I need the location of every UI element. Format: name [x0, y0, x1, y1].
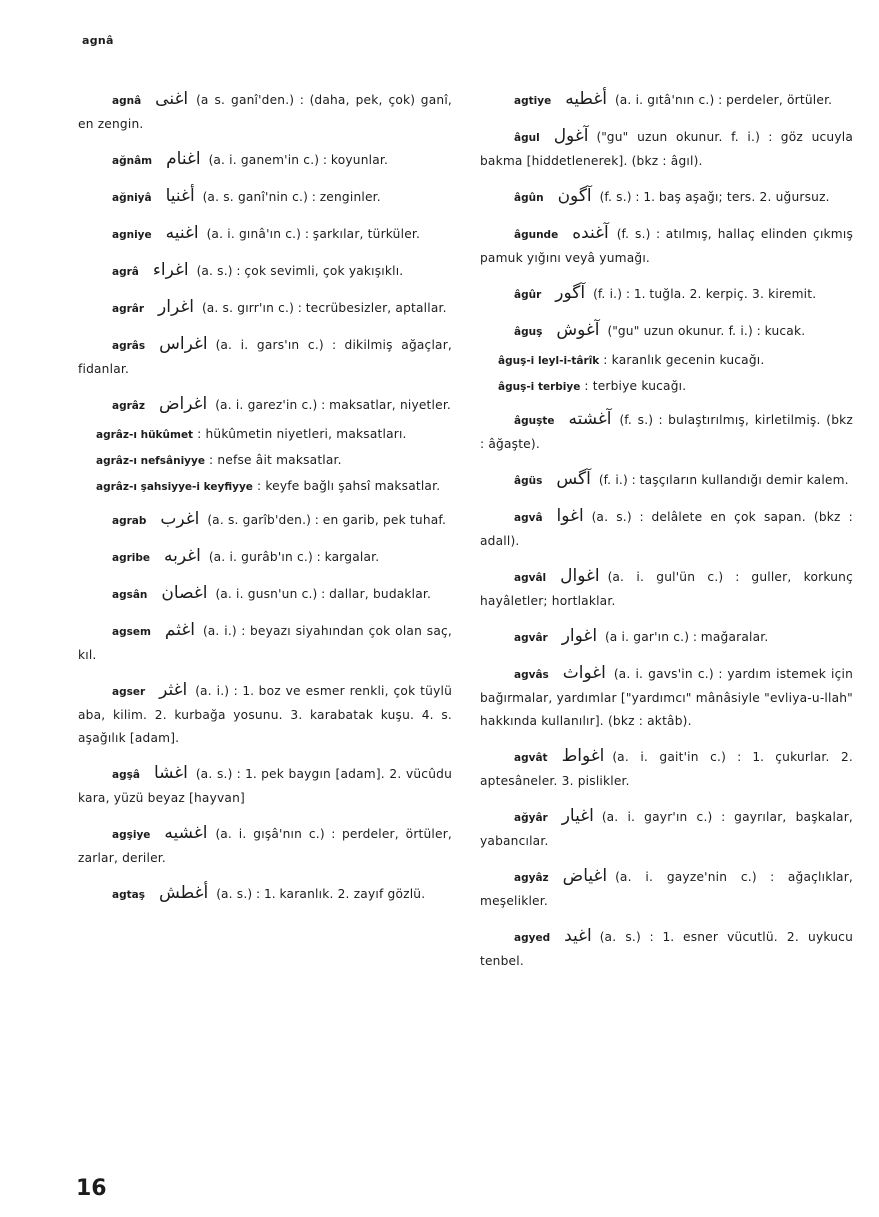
entry-definition: (a. s.) : çok sevimli, çok yakışıklı.	[196, 264, 404, 278]
entry-definition: (f. s.) : bulaştırılmış, kirletilmiş. (bkz : âğaşte).	[480, 413, 853, 451]
entry-definition: (a. i. gul'ün c.) : guller, korkunç hayâletler; hortlaklar.	[480, 570, 853, 608]
entry-arabic: اغصان	[161, 583, 208, 603]
entry-definition: (a s. ganî'den.) : (daha, pek, çok) ganî, en zengin.	[78, 93, 452, 131]
dictionary-entry	[480, 625, 853, 650]
dictionary-entry	[78, 296, 452, 321]
entry-arabic: آگس	[556, 469, 591, 489]
dictionary-entry	[480, 505, 853, 553]
entry-definition: (a. i.) : 1. boz ve esmer renkli, çok tüylü aba, kilim. 2. kurbağa yosunu. 3. karabatak kuşu. 4. s. aşağılık [adam].	[78, 684, 452, 745]
dictionary-subentry	[78, 449, 452, 473]
dictionary-entry	[480, 925, 853, 973]
page-header: agnâ	[82, 34, 114, 47]
dictionary-entry	[480, 185, 853, 210]
entry-arabic: اغياض	[562, 866, 608, 886]
dictionary-entry	[480, 319, 853, 344]
entry-definition: (a. i. gayr'ın c.) : gayrılar, başkalar, yabancılar.	[480, 810, 853, 848]
entry-definition: ("gu" uzun okunur. f. i.) : kucak.	[607, 324, 806, 338]
entry-arabic: اغوال	[560, 566, 600, 586]
dictionary-entry	[480, 745, 853, 793]
entry-headword: agser	[112, 686, 146, 698]
entry-definition: (a. i. gait'in c.) : 1. çukurlar. 2. aptesâneler. 3. pislikler.	[480, 750, 853, 788]
entry-definition: (a. i. gurâb'ın c.) : kargalar.	[208, 550, 380, 564]
entry-headword: ağyâr	[514, 812, 548, 824]
entry-definition: (f. i.) : taşçıların kullandığı demir kalem.	[598, 473, 849, 487]
entry-definition: (a. i. gayze'nin c.) : ağaçlıklar, meşelikler.	[480, 870, 853, 908]
entry-arabic: اغنى	[155, 89, 189, 109]
entry-definition: : nefse âit maksatlar.	[208, 453, 342, 467]
entry-arabic: اغيد	[564, 926, 592, 946]
entry-definition: (a. i. gusn'un c.) : dallar, budaklar.	[215, 587, 432, 601]
entry-headword: agrâs	[112, 340, 146, 352]
entry-arabic: اغرب	[160, 509, 200, 529]
entry-headword: agribe	[112, 552, 151, 564]
dictionary-entry	[78, 148, 452, 173]
entry-headword: agyâz	[514, 872, 549, 884]
entry-definition: (a. i. gavs'in c.) : yardım istemek için bağırmalar, yardımlar ["yardımcı" mânâsiyle "evliya-u-llah" hakkında kullanılır]. (bkz : aktâb).	[480, 667, 853, 728]
entry-definition: (a. i. gıtâ'nın c.) : perdeler, örtüler.	[615, 93, 833, 107]
dictionary-subentry	[78, 475, 452, 499]
dictionary-entry	[78, 882, 452, 907]
entry-headword: âguş	[514, 326, 543, 338]
entry-headword: agşiye	[112, 829, 151, 841]
entry-arabic: اغثم	[164, 620, 195, 640]
entry-arabic: آغنده	[572, 223, 609, 243]
entry-arabic: اغوار	[561, 626, 598, 646]
entry-arabic: أغطش	[158, 883, 209, 903]
left-column	[78, 88, 452, 919]
entry-arabic: اغرار	[158, 297, 194, 317]
entry-headword: agrâ	[112, 266, 139, 278]
dictionary-entry	[480, 468, 853, 493]
dictionary-entry	[78, 88, 452, 136]
entry-arabic: اغشا	[153, 763, 188, 783]
entry-arabic: أغطيه	[565, 89, 607, 109]
entry-headword: ağniyâ	[112, 192, 152, 204]
entry-definition: (f. s.) : 1. baş aşağı; ters. 2. uğursuz.	[599, 190, 830, 204]
dictionary-subentry	[480, 349, 853, 373]
dictionary-entry	[78, 185, 452, 210]
dictionary-subentry	[480, 375, 853, 399]
entry-arabic: اغوا	[556, 506, 584, 526]
entry-headword: âguş-i leyl-i-târîk	[498, 355, 600, 367]
entry-headword: agnâ	[112, 95, 142, 107]
entry-arabic: أغنيا	[165, 186, 195, 206]
entry-headword: âgunde	[514, 229, 559, 241]
dictionary-entry	[78, 582, 452, 607]
entry-headword: agrâz	[112, 400, 145, 412]
entry-headword: âgüs	[514, 475, 543, 487]
entry-headword: agsem	[112, 626, 151, 638]
dictionary-entry	[78, 679, 452, 750]
entry-arabic: اغيار	[561, 806, 594, 826]
entry-arabic: اغراس	[159, 334, 208, 354]
entry-definition: (a. i.) : beyazı siyahından çok olan saç, kıl.	[78, 624, 452, 662]
entry-arabic: اغواط	[561, 746, 605, 766]
entry-definition: : hükûmetin niyetleri, maksatları.	[197, 427, 407, 441]
entry-arabic: اغثر	[159, 680, 188, 700]
entry-arabic: اغشيه	[164, 823, 208, 843]
entry-headword: agvâl	[514, 572, 547, 584]
dictionary-entry	[78, 619, 452, 667]
dictionary-subentry	[78, 423, 452, 447]
entry-arabic: اغواث	[562, 663, 606, 683]
entry-headword: agşâ	[112, 769, 140, 781]
entry-headword: âgûr	[514, 289, 542, 301]
entry-arabic: آغول	[553, 126, 589, 146]
dictionary-entry	[480, 662, 853, 733]
entry-arabic: اغنيه	[165, 223, 199, 243]
entry-headword: agrab	[112, 515, 147, 527]
entry-headword: agvâs	[514, 669, 549, 681]
dictionary-entry	[480, 125, 853, 173]
dictionary-entry	[78, 545, 452, 570]
entry-definition: (a. s. garîb'den.) : en garib, pek tuhaf.	[207, 513, 447, 527]
entry-headword: agtiye	[514, 95, 552, 107]
dictionary-entry	[78, 222, 452, 247]
entry-arabic: اغراء	[152, 260, 189, 280]
entry-definition: (a. i. gınâ'ın c.) : şarkılar, türküler.	[206, 227, 421, 241]
dictionary-entry	[480, 865, 853, 913]
entry-headword: agvât	[514, 752, 548, 764]
entry-definition: (a. s. ganî'nin c.) : zenginler.	[202, 190, 381, 204]
entry-headword: agsân	[112, 589, 148, 601]
dictionary-entry	[480, 805, 853, 853]
dictionary-entry	[78, 393, 452, 418]
entry-headword: ağnâm	[112, 155, 153, 167]
entry-definition: (f. i.) : 1. tuğla. 2. kerpiç. 3. kiremit.	[593, 287, 817, 301]
entry-headword: agniye	[112, 229, 152, 241]
entry-definition: : keyfe bağlı şahsî maksatlar.	[256, 479, 441, 493]
entry-arabic: آغوش	[556, 320, 600, 340]
entry-arabic: آغشته	[568, 409, 612, 429]
dictionary-entry	[480, 408, 853, 456]
dictionary-entry	[78, 259, 452, 284]
entry-arabic: آگور	[555, 283, 586, 303]
entry-headword: âguş-i terbiye	[498, 381, 581, 393]
entry-arabic: اغراض	[158, 394, 208, 414]
entry-headword: agrâz-ı şahsiyye-i keyfiyye	[96, 481, 253, 493]
entry-definition: (f. s.) : atılmış, hallaç elinden çıkmış pamuk yığını veyâ yumağı.	[480, 227, 853, 265]
entry-headword: âgul	[514, 132, 540, 144]
entry-headword: agrâz-ı hükûmet	[96, 429, 194, 441]
entry-arabic: اغنام	[166, 149, 201, 169]
dictionary-entry	[78, 508, 452, 533]
entry-definition: (a i. gar'ın c.) : mağaralar.	[605, 630, 769, 644]
entry-headword: agrâz-ı nefsâniyye	[96, 455, 205, 467]
dictionary-entry	[480, 282, 853, 307]
entry-definition: (a. i. garez'in c.) : maksatlar, niyetler.	[215, 398, 451, 412]
entry-definition: : terbiye kucağı.	[584, 379, 687, 393]
dictionary-entry	[480, 222, 853, 270]
entry-headword: âgûn	[514, 192, 544, 204]
entry-arabic: آگون	[557, 186, 592, 206]
entry-definition: ("gu" uzun okunur. f. i.) : göz ucuyla bakma [hiddetlenerek]. (bkz : âgıl).	[480, 130, 853, 168]
entry-definition: (a. s.) : delâlete en çok sapan. (bkz : adall).	[480, 510, 853, 548]
entry-definition: (a. s.) : 1. karanlık. 2. zayıf gözlü.	[216, 887, 426, 901]
entry-definition: (a. i. ganem'in c.) : koyunlar.	[208, 153, 389, 167]
entry-definition: (a. s. gırr'ın c.) : tecrübesizler, aptallar.	[201, 301, 447, 315]
entry-headword: âguşte	[514, 415, 555, 427]
dictionary-entry	[78, 333, 452, 381]
entry-headword: agtaş	[112, 889, 145, 901]
entry-definition: (a. i. gars'ın c.) : dikilmiş ağaçlar, fidanlar.	[78, 338, 452, 376]
right-column	[480, 88, 853, 985]
entry-definition: (a. s.) : 1. esner vücutlü. 2. uykucu tenbel.	[480, 930, 853, 968]
page-number: 16	[76, 1176, 107, 1201]
entry-definition: (a. s.) : 1. pek baygın [adam]. 2. vücûdu kara, yüzü beyaz [hayvan]	[78, 767, 452, 805]
entry-headword: agvâr	[514, 632, 548, 644]
entry-arabic: اغربه	[164, 546, 201, 566]
entry-headword: agrâr	[112, 303, 145, 315]
dictionary-entry	[480, 565, 853, 613]
dictionary-entry	[480, 88, 853, 113]
dictionary-entry	[78, 762, 452, 810]
entry-headword: agyed	[514, 932, 551, 944]
entry-definition: (a. i. gışâ'nın c.) : perdeler, örtüler, zarlar, deriler.	[78, 827, 452, 865]
entry-definition: : karanlık gecenin kucağı.	[603, 353, 765, 367]
entry-headword: agvâ	[514, 512, 543, 524]
dictionary-entry	[78, 822, 452, 870]
